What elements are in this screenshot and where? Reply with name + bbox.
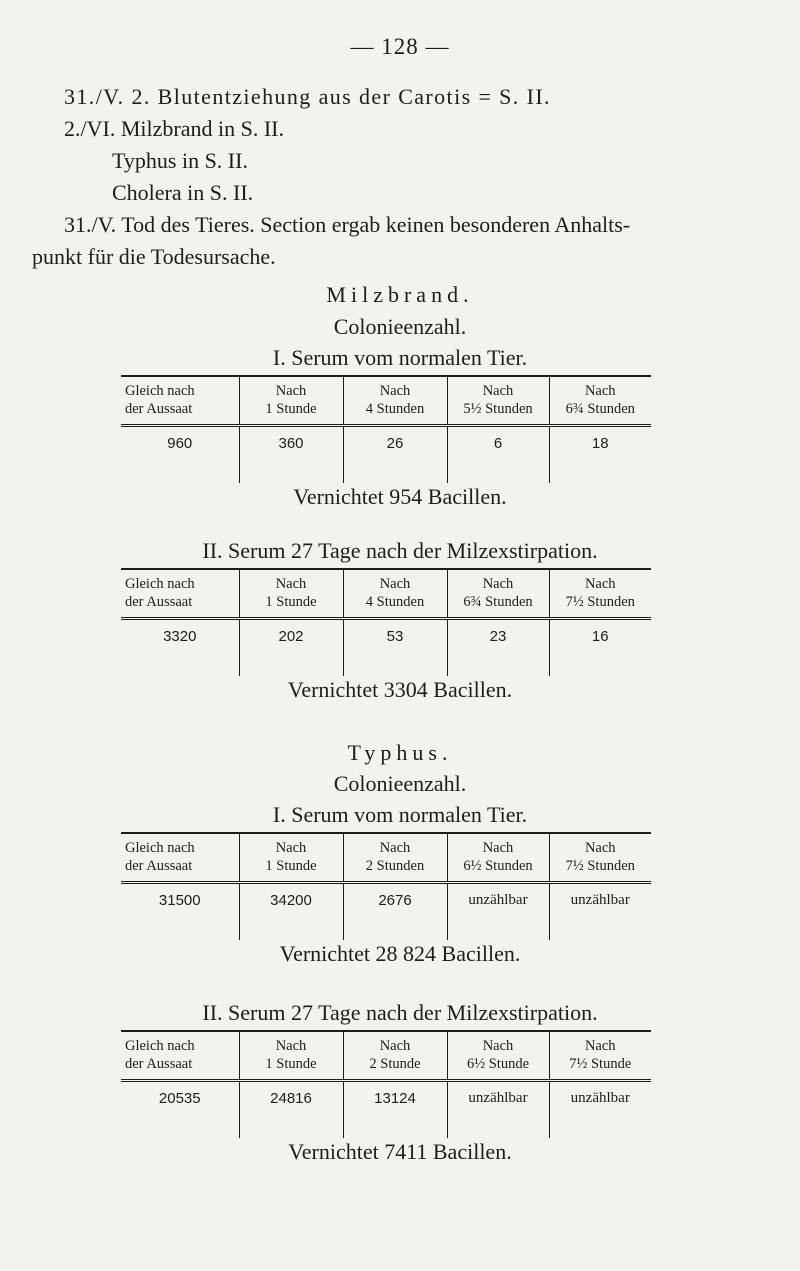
table-heading: II. Serum 27 Tage nach der Milzexstirpation. bbox=[202, 1000, 598, 1025]
table-cell: unzählbar bbox=[549, 1081, 651, 1139]
column-header: Nach 4 Stunden bbox=[343, 569, 447, 619]
section-title-typhus: Typhus. bbox=[347, 740, 453, 765]
table-cell: 360 bbox=[239, 426, 343, 484]
section-subtitle-milzbrand: Colonieenzahl. bbox=[333, 314, 467, 339]
table-cell: 3320 bbox=[163, 628, 197, 645]
column-header: Nach 7½ Stunden bbox=[549, 569, 651, 619]
table-summary: Vernichtet 28 824 Bacillen. bbox=[279, 941, 521, 966]
table-cell: 13124 bbox=[343, 1081, 447, 1139]
table-row bbox=[121, 1081, 651, 1139]
column-header: Gleich nach der Aussaat bbox=[121, 833, 239, 883]
data-table-typhus-1 bbox=[121, 832, 651, 940]
table-cell: 53 bbox=[343, 619, 447, 677]
table-cell: 202 bbox=[239, 619, 343, 677]
column-header: Nach 6½ Stunde bbox=[447, 1031, 549, 1081]
column-header: Nach 6¾ Stunden bbox=[549, 376, 651, 426]
column-header: Gleich nach der Aussaat bbox=[121, 1031, 239, 1081]
column-header: Nach 7½ Stunde bbox=[549, 1031, 651, 1081]
table-summary: Vernichtet 954 Bacillen. bbox=[293, 484, 507, 509]
intro-line-6: punkt für die Todesursache. bbox=[32, 244, 276, 269]
table-summary: Vernichtet 7411 Bacillen. bbox=[288, 1139, 512, 1164]
column-header: Nach 1 Stunde bbox=[239, 1031, 343, 1081]
table-row bbox=[121, 619, 651, 677]
table-row bbox=[121, 426, 651, 484]
data-table-milzbrand-2 bbox=[121, 568, 651, 676]
section-title-milzbrand: Milzbrand. bbox=[326, 282, 474, 307]
table-cell: 960 bbox=[167, 435, 193, 452]
column-header: Nach 6¾ Stunden bbox=[447, 569, 549, 619]
table-cell: 31500 bbox=[158, 892, 201, 909]
column-header: Nach 2 Stunde bbox=[343, 1031, 447, 1081]
column-header: Nach 7½ Stunden bbox=[549, 833, 651, 883]
table-cell: 16 bbox=[549, 619, 651, 677]
table-cell: 20535 bbox=[158, 1090, 201, 1107]
table-cell: 24816 bbox=[239, 1081, 343, 1139]
table-summary: Vernichtet 3304 Bacillen. bbox=[287, 677, 513, 702]
column-header: Nach 1 Stunde bbox=[239, 376, 343, 426]
table-cell: 26 bbox=[343, 426, 447, 484]
page-number: — 128 — bbox=[350, 34, 450, 59]
table-heading: I. Serum vom normalen Tier. bbox=[272, 345, 528, 370]
intro-line-3: Typhus in S. II. bbox=[112, 148, 248, 173]
data-table-typhus-2 bbox=[121, 1030, 651, 1138]
data-table-milzbrand-1 bbox=[121, 375, 651, 483]
table-cell: 6 bbox=[447, 426, 549, 484]
intro-line-4: Cholera in S. II. bbox=[112, 180, 254, 205]
intro-line-5: 31./V. Tod des Tieres. Section ergab keinen besonderen Anhalts- bbox=[64, 212, 631, 237]
table-cell: 2676 bbox=[343, 883, 447, 941]
table-heading: I. Serum vom normalen Tier. bbox=[272, 802, 528, 827]
column-header: Nach 6½ Stunden bbox=[447, 833, 549, 883]
column-header: Nach 1 Stunde bbox=[239, 569, 343, 619]
table-cell: 18 bbox=[549, 426, 651, 484]
column-header: Gleich nach der Aussaat bbox=[121, 376, 239, 426]
intro-line-2: 2./VI. Milzbrand in S. II. bbox=[64, 116, 284, 141]
table-cell: unzählbar bbox=[447, 1081, 549, 1139]
column-header: Nach 1 Stunde bbox=[239, 833, 343, 883]
table-cell: unzählbar bbox=[447, 883, 549, 941]
table-heading: II. Serum 27 Tage nach der Milzexstirpation. bbox=[202, 538, 598, 563]
table-cell: 23 bbox=[447, 619, 549, 677]
table-row bbox=[121, 883, 651, 941]
column-header: Nach 2 Stunden bbox=[343, 833, 447, 883]
column-header: Nach 4 Stunden bbox=[343, 376, 447, 426]
intro-line-1: 31./V. 2. Blutentziehung aus der Carotis = S. II. bbox=[64, 84, 551, 109]
table-cell: unzählbar bbox=[549, 883, 651, 941]
table-cell: 34200 bbox=[239, 883, 343, 941]
column-header: Nach 5½ Stunden bbox=[447, 376, 549, 426]
section-subtitle-typhus: Colonieenzahl. bbox=[333, 771, 467, 796]
column-header: Gleich nach der Aussaat bbox=[121, 569, 239, 619]
